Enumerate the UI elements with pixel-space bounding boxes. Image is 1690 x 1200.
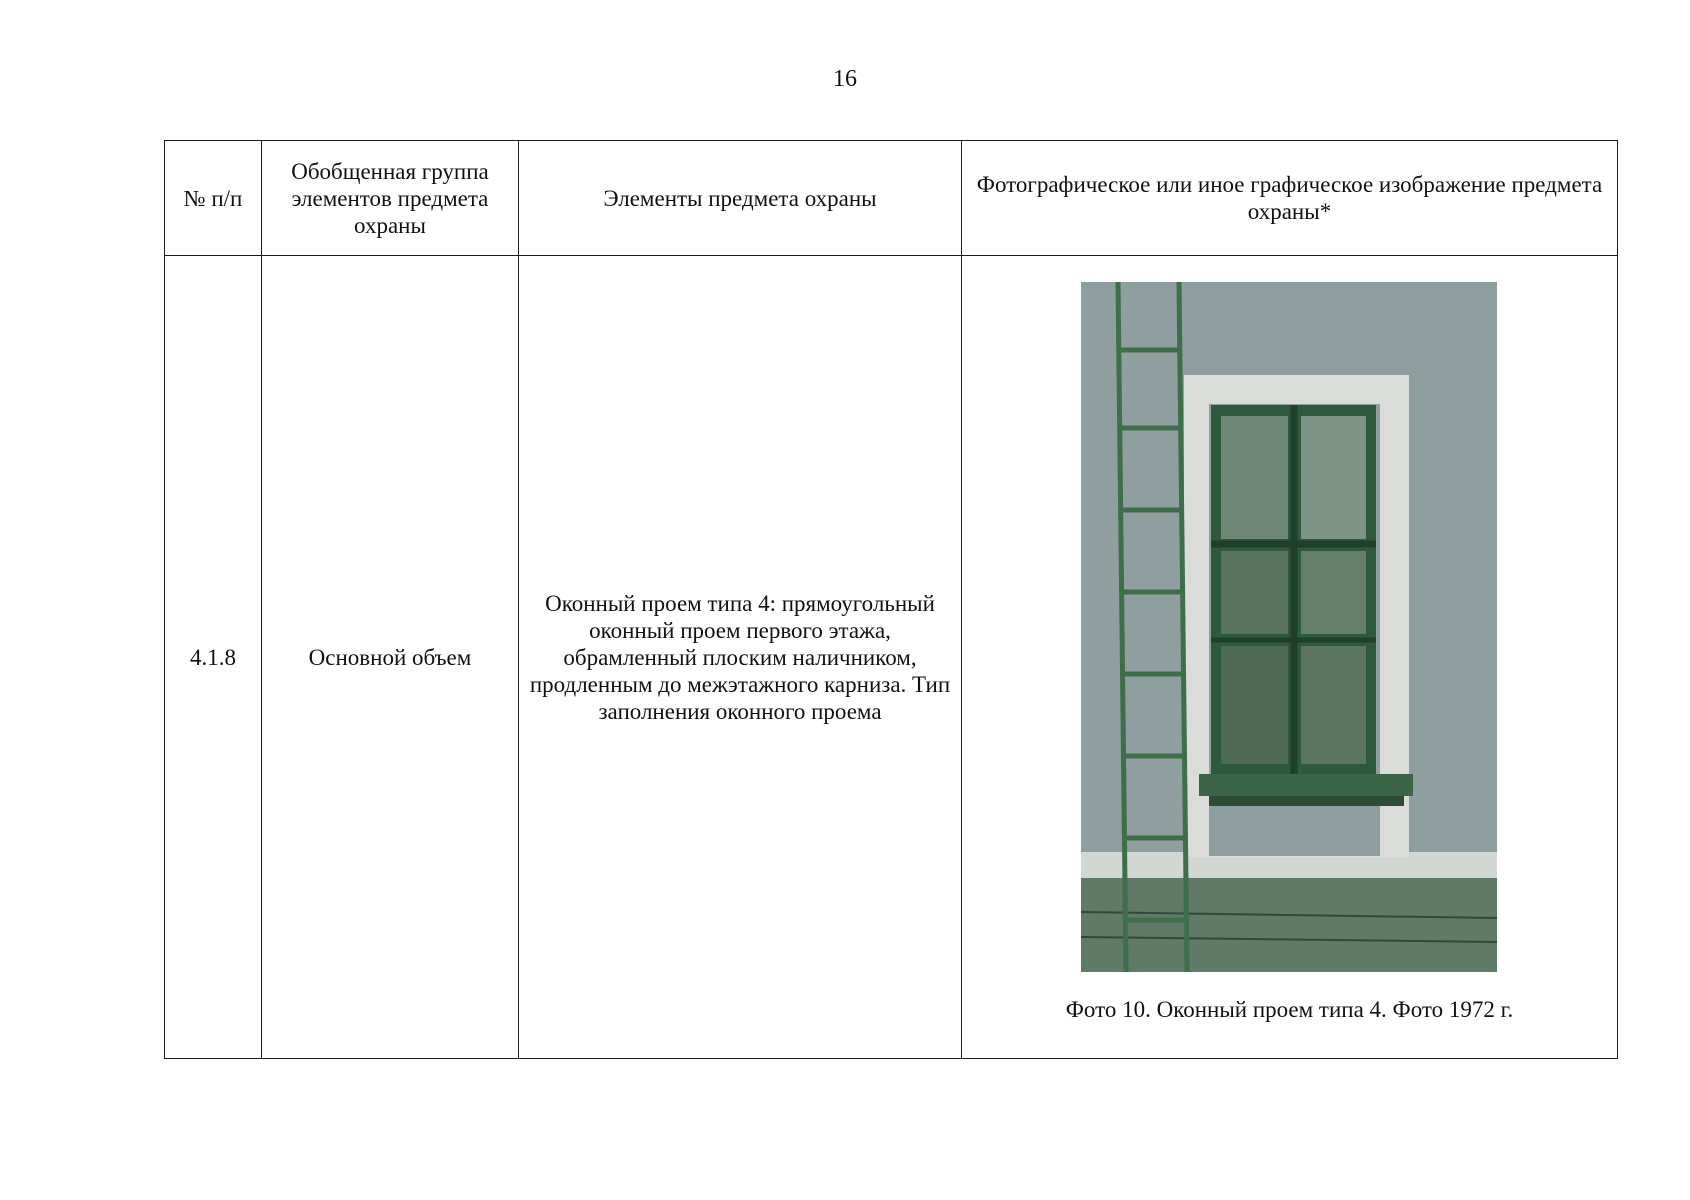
photo-caption: Фото 10. Оконный проем типа 4. Фото 1972 г.: [1065, 997, 1514, 1022]
protection-elements-table: [164, 140, 1618, 1059]
window-photo-image: [1081, 282, 1497, 972]
table-header: [165, 141, 1618, 256]
row-number: 4.1.8: [165, 256, 262, 1059]
row-element-group: Основной объем: [262, 256, 519, 1059]
header-number: № п/п: [165, 141, 262, 256]
header-row: [165, 141, 1618, 256]
window-photo: [1081, 282, 1497, 972]
page-number: 16: [833, 66, 857, 92]
table-row: [165, 256, 1618, 1059]
header-protection-elements: Элементы предмета охраны: [519, 141, 962, 256]
row-protection-elements: Оконный проем типа 4: прямоугольный оконный проем первого этажа, обрамленный плоским наличником, продленным до межэтажного карниза. Тип заполнения оконного проема: [519, 256, 962, 1059]
header-image: Фотографическое или иное графическое изображение предмета охраны*: [962, 141, 1618, 256]
row-image-cell: [962, 256, 1618, 1059]
header-element-group: Обобщенная группа элементов предмета охраны: [262, 141, 519, 256]
